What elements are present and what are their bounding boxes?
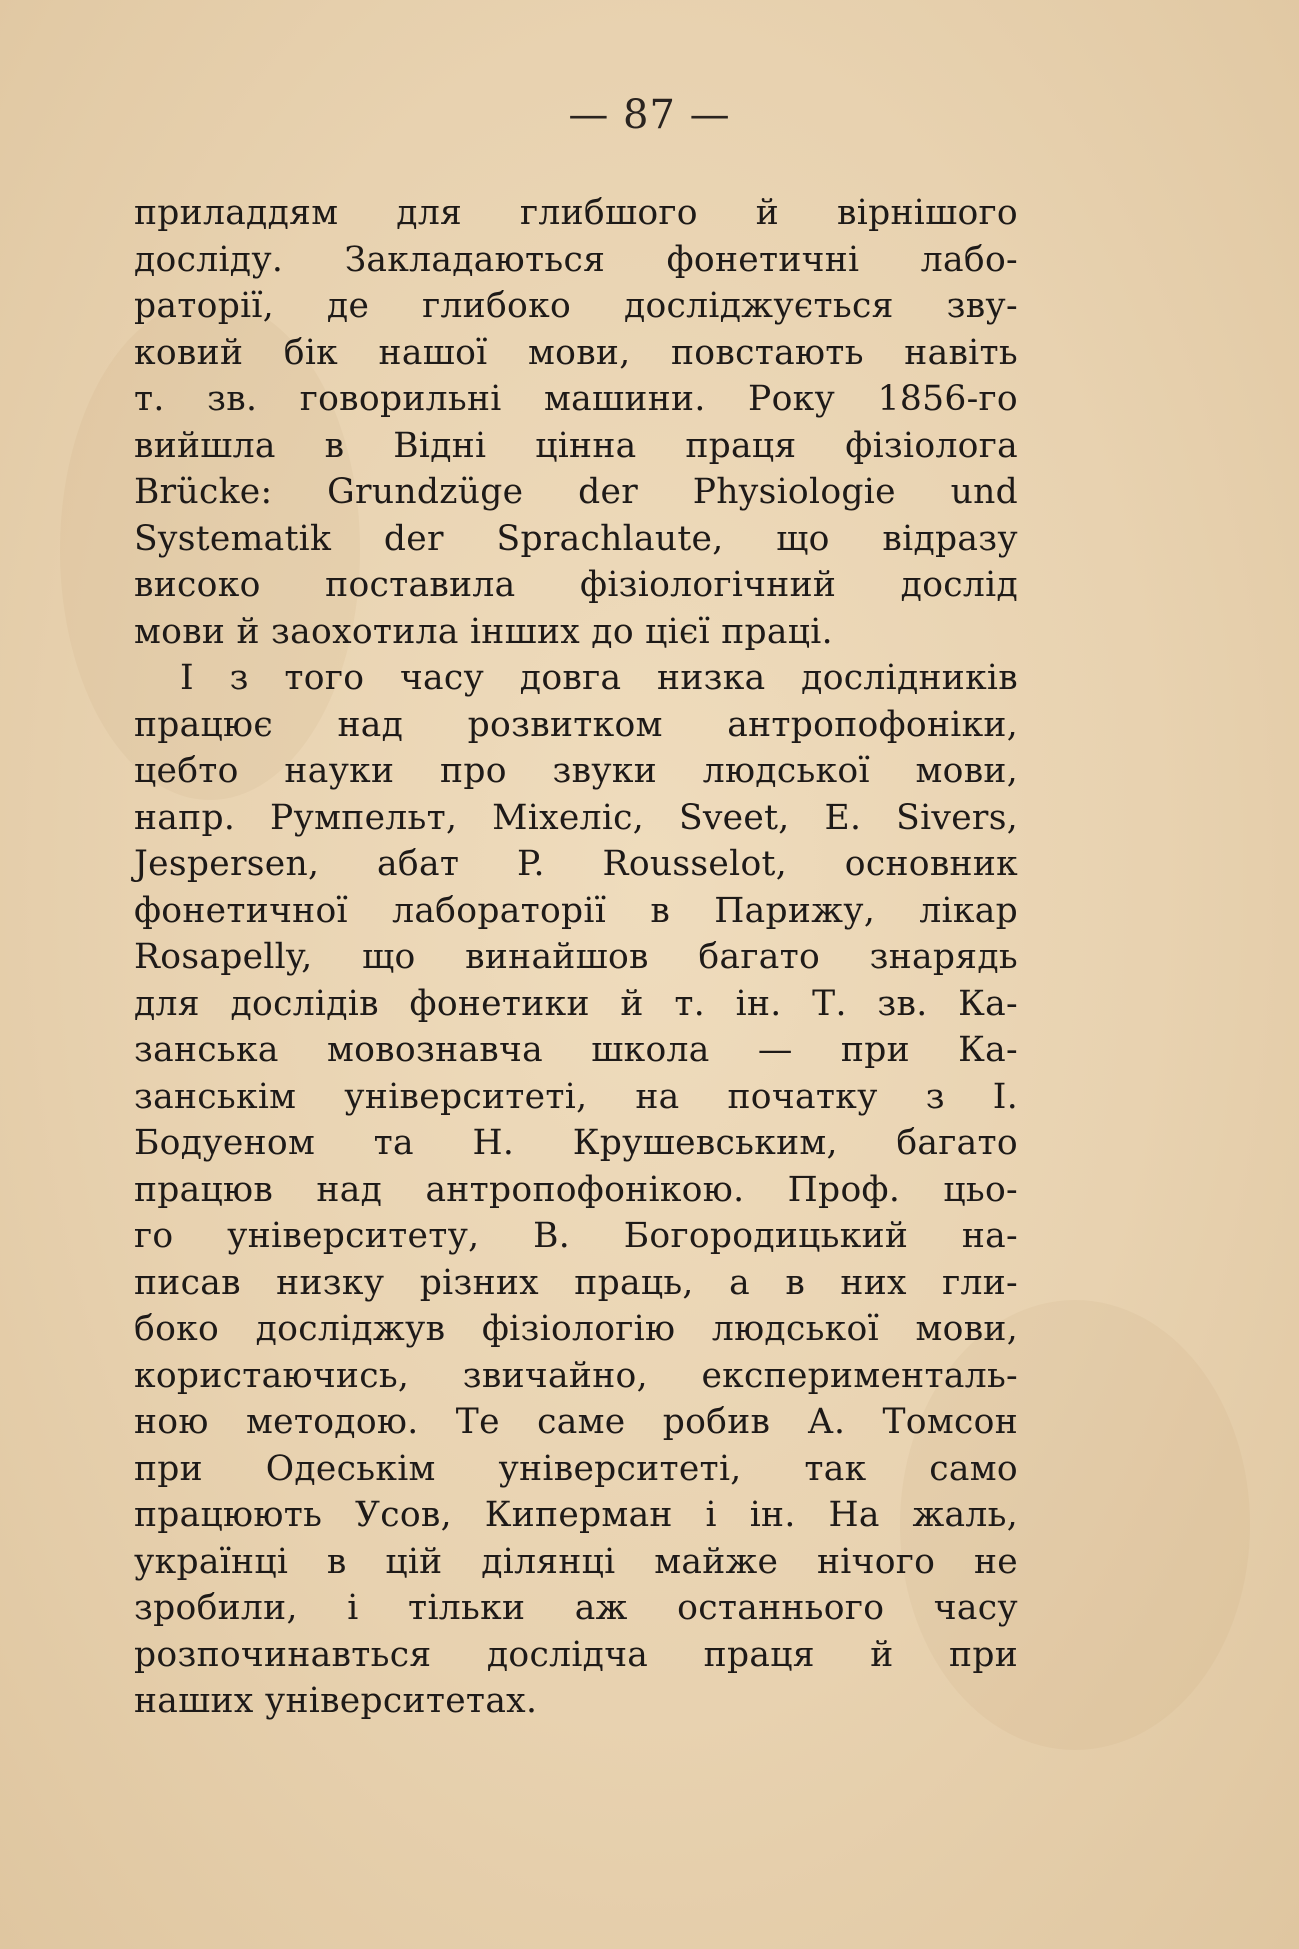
text-line: занська мовознавча школа — при Ка- bbox=[134, 1030, 1018, 1070]
text-line: користаючись, звичайно, експерименталь- bbox=[134, 1355, 1018, 1396]
text-line: приладдям для глибшого й вірнішого bbox=[134, 193, 1018, 233]
text-line: працюють Усов, Киперман і ін. На жаль, bbox=[134, 1495, 1018, 1535]
text-line: високо поставила фізіологічний дослід bbox=[134, 565, 1018, 605]
text-line: занськім університеті, на початку з І. bbox=[134, 1076, 1018, 1117]
text-line: ковий бік нашої мови, повстають навіть bbox=[134, 332, 1018, 373]
text-line: раторії, де глибоко досліджується зву- bbox=[134, 286, 1018, 326]
text-line: при Одеськім університеті, так само bbox=[134, 1448, 1018, 1489]
text-line: працюв над антропофонікою. Проф. цьо- bbox=[134, 1169, 1018, 1210]
text-line: українці в цій ділянці майже нічого не bbox=[134, 1541, 1018, 1582]
text-line: напр. Румпельт, Міхеліс, Sveet, E. Sivers, bbox=[134, 797, 1018, 838]
text-line: І з того часу довга низка дослідників bbox=[180, 658, 1018, 698]
text-line: мови й заохотила інших до цієї праці. bbox=[134, 611, 833, 652]
text-line: Brücke: Grundzüge der Physiologie und bbox=[134, 472, 1018, 512]
text-line: Systematik der Sprachlaute, що відразу bbox=[134, 518, 1018, 559]
text-line: Rosapelly, що винайшов багато знарядь bbox=[134, 937, 1018, 977]
text-line: боко досліджув фізіологію людської мови, bbox=[134, 1309, 1018, 1349]
text-line: зробили, і тільки аж останнього часу bbox=[134, 1588, 1018, 1628]
text-line: для дослідів фонетики й т. ін. Т. зв. Ка- bbox=[134, 983, 1018, 1024]
text-line: наших університетах. bbox=[134, 1681, 538, 1721]
text-line: Бодуеном та Н. Крушевським, багато bbox=[134, 1123, 1018, 1163]
text-line: розпочинавться дослідча праця й при bbox=[134, 1634, 1018, 1675]
text-line: Jespersen, абат P. Rousselot, основник bbox=[134, 844, 1018, 884]
page-number: — 87 — bbox=[568, 92, 731, 138]
text-line: цебто науки про звуки людської мови, bbox=[134, 751, 1018, 791]
text-line: досліду. Закладаються фонетичні лабо- bbox=[134, 239, 1018, 280]
body-text bbox=[134, 190, 1018, 1725]
text-line: вийшла в Відні цінна праця фізіолога bbox=[134, 425, 1018, 466]
text-line: працює над розвитком антропофоніки, bbox=[134, 704, 1018, 745]
text-line: го університету, В. Богородицький на- bbox=[134, 1216, 1018, 1256]
text-line: т. зв. говорильні машини. Року 1856-го bbox=[134, 379, 1018, 419]
text-line: писав низку різних праць, а в них гли- bbox=[134, 1262, 1018, 1303]
text-line: фонетичної лабораторії в Парижу, лікар bbox=[134, 890, 1018, 931]
text-line: ною методою. Те саме робив А. Томсон bbox=[134, 1402, 1018, 1442]
